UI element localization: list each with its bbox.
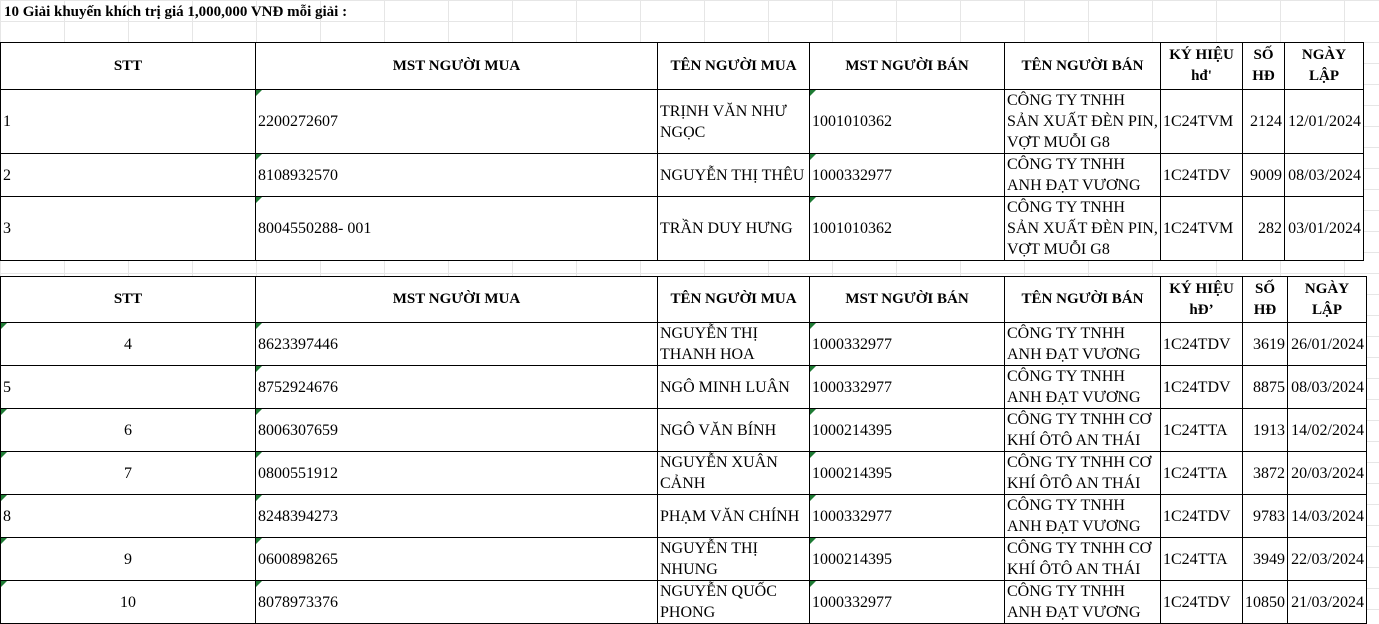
cell-mst-mua: 8623397446 <box>256 323 658 366</box>
cell-ky-hieu: 1C24TTA <box>1161 409 1243 452</box>
cell-stt: 7 <box>1 452 256 495</box>
table-row <box>1 323 1367 366</box>
col-header-ngay-lap: NGÀY LẬP <box>1285 43 1364 90</box>
cell-so-hd: 3949 <box>1243 538 1288 581</box>
cell-mst-ban: 1000214395 <box>810 538 1005 581</box>
cell-ngay-lap: 22/03/2024 <box>1288 538 1367 581</box>
cell-ten-ban: CÔNG TY TNHH ANH ĐẠT VƯƠNG <box>1005 495 1161 538</box>
col-header-so-hd: SỐ HĐ <box>1243 43 1285 90</box>
cell-ky-hieu: 1C24TDV <box>1161 154 1243 197</box>
cell-mst-ban: 1001010362 <box>810 197 1005 261</box>
cell-mst-ban: 1000332977 <box>810 323 1005 366</box>
cell-ten-ban: CÔNG TY TNHH ANH ĐẠT VƯƠNG <box>1005 581 1161 624</box>
cell-stt: 1 <box>1 90 256 154</box>
cell-ten-ban: CÔNG TY TNHH CƠ KHÍ ÔTÔ AN THÁI <box>1005 538 1161 581</box>
col-header-stt: STT <box>1 43 256 90</box>
cell-stt: 9 <box>1 538 256 581</box>
cell-ky-hieu: 1C24TTA <box>1161 538 1243 581</box>
col-header-mst-mua: MST NGƯỜI MUA <box>256 277 658 323</box>
cell-ky-hieu: 1C24TVM <box>1161 90 1243 154</box>
cell-mst-ban: 1000332977 <box>810 366 1005 409</box>
col-header-mst-ban: MST NGƯỜI BÁN <box>810 43 1005 90</box>
cell-so-hd: 2124 <box>1243 90 1285 154</box>
cell-ten-ban: CÔNG TY TNHH SẢN XUẤT ĐÈN PIN, VỢT MUỖI G8 <box>1005 90 1161 154</box>
cell-stt: 10 <box>1 581 256 624</box>
cell-ngay-lap: 08/03/2024 <box>1288 366 1367 409</box>
cell-ten-ban: CÔNG TY TNHH CƠ KHÍ ÔTÔ AN THÁI <box>1005 452 1161 495</box>
cell-ten-mua: NGUYỄN THỊ NHUNG <box>658 538 810 581</box>
col-header-so-hd: SỐ HĐ <box>1243 277 1288 323</box>
cell-mst-mua: 8752924676 <box>256 366 658 409</box>
table-row <box>1 452 1367 495</box>
cell-ten-mua: NGUYỄN QUỐC PHONG <box>658 581 810 624</box>
cell-so-hd: 3872 <box>1243 452 1288 495</box>
cell-ten-ban: CÔNG TY TNHH ANH ĐẠT VƯƠNG <box>1005 154 1161 197</box>
cell-stt: 3 <box>1 197 256 261</box>
table-row <box>1 366 1367 409</box>
cell-ngay-lap: 14/03/2024 <box>1288 495 1367 538</box>
col-header-stt: STT <box>1 277 256 323</box>
cell-so-hd: 9009 <box>1243 154 1285 197</box>
prize-title: 10 Giải khuyến khích trị giá 1,000,000 VNĐ mỗi giải : <box>4 4 348 20</box>
cell-so-hd: 3619 <box>1243 323 1288 366</box>
cell-stt: 4 <box>1 323 256 366</box>
cell-ten-mua: NGUYỄN XUÂN CẢNH <box>658 452 810 495</box>
cell-so-hd: 282 <box>1243 197 1285 261</box>
cell-mst-mua: 8248394273 <box>256 495 658 538</box>
cell-mst-ban: 1001010362 <box>810 90 1005 154</box>
table-row <box>1 409 1367 452</box>
cell-mst-ban: 1000332977 <box>810 154 1005 197</box>
cell-mst-ban: 1000332977 <box>810 495 1005 538</box>
cell-ngay-lap: 21/03/2024 <box>1288 581 1367 624</box>
cell-mst-mua: 8108932570 <box>256 154 658 197</box>
cell-ten-mua: NGÔ MINH LUÂN <box>658 366 810 409</box>
cell-mst-mua: 2200272607 <box>256 90 658 154</box>
cell-ngay-lap: 26/01/2024 <box>1288 323 1367 366</box>
winners-table-1 <box>0 42 1364 261</box>
cell-mst-mua: 8004550288- 001 <box>256 197 658 261</box>
cell-stt: 8 <box>1 495 256 538</box>
cell-so-hd: 8875 <box>1243 366 1288 409</box>
col-header-ten-mua: TÊN NGƯỜI MUA <box>658 277 810 323</box>
cell-ngay-lap: 14/02/2024 <box>1288 409 1367 452</box>
col-header-ten-mua: TÊN NGƯỜI MUA <box>658 43 810 90</box>
col-header-ngay-lap: NGÀY LẬP <box>1288 277 1367 323</box>
cell-ten-ban: CÔNG TY TNHH CƠ KHÍ ÔTÔ AN THÁI <box>1005 409 1161 452</box>
col-header-ky-hieu: KÝ HIỆU hĐ’ <box>1161 277 1243 323</box>
cell-ngay-lap: 03/01/2024 <box>1285 197 1364 261</box>
table-row <box>1 581 1367 624</box>
cell-mst-ban: 1000214395 <box>810 452 1005 495</box>
cell-ky-hieu: 1C24TVM <box>1161 197 1243 261</box>
header-row <box>1 277 1367 323</box>
cell-ten-mua: NGUYỄN THỊ THANH HOA <box>658 323 810 366</box>
cell-mst-mua: 0800551912 <box>256 452 658 495</box>
cell-ky-hieu: 1C24TDV <box>1161 366 1243 409</box>
cell-ngay-lap: 12/01/2024 <box>1285 90 1364 154</box>
cell-ky-hieu: 1C24TDV <box>1161 581 1243 624</box>
cell-mst-mua: 0600898265 <box>256 538 658 581</box>
cell-ten-mua: TRỊNH VĂN NHƯ NGỌC <box>658 90 810 154</box>
col-header-mst-mua: MST NGƯỜI MUA <box>256 43 658 90</box>
cell-so-hd: 10850 <box>1243 581 1288 624</box>
cell-mst-ban: 1000332977 <box>810 581 1005 624</box>
cell-stt: 5 <box>1 366 256 409</box>
table-row <box>1 197 1364 261</box>
table-row <box>1 495 1367 538</box>
cell-mst-mua: 8078973376 <box>256 581 658 624</box>
cell-so-hd: 1913 <box>1243 409 1288 452</box>
cell-ten-mua: PHẠM VĂN CHÍNH <box>658 495 810 538</box>
cell-ten-ban: CÔNG TY TNHH ANH ĐẠT VƯƠNG <box>1005 323 1161 366</box>
cell-ten-mua: TRẦN DUY HƯNG <box>658 197 810 261</box>
table-row <box>1 90 1364 154</box>
col-header-mst-ban: MST NGƯỜI BÁN <box>810 277 1005 323</box>
cell-stt: 2 <box>1 154 256 197</box>
cell-ngay-lap: 20/03/2024 <box>1288 452 1367 495</box>
header-row <box>1 43 1364 90</box>
col-header-ten-ban: TÊN NGƯỜI BÁN <box>1005 43 1161 90</box>
cell-ngay-lap: 08/03/2024 <box>1285 154 1364 197</box>
winners-table-2 <box>0 276 1367 624</box>
col-header-ten-ban: TÊN NGƯỜI BÁN <box>1005 277 1161 323</box>
cell-ky-hieu: 1C24TDV <box>1161 495 1243 538</box>
cell-ten-mua: NGUYỄN THỊ THÊU <box>658 154 810 197</box>
cell-stt: 6 <box>1 409 256 452</box>
cell-ten-ban: CÔNG TY TNHH SẢN XUẤT ĐÈN PIN, VỢT MUỖI G8 <box>1005 197 1161 261</box>
cell-mst-ban: 1000214395 <box>810 409 1005 452</box>
cell-ky-hieu: 1C24TTA <box>1161 452 1243 495</box>
cell-so-hd: 9783 <box>1243 495 1288 538</box>
table-row <box>1 154 1364 197</box>
cell-mst-mua: 8006307659 <box>256 409 658 452</box>
cell-ten-ban: CÔNG TY TNHH ANH ĐẠT VƯƠNG <box>1005 366 1161 409</box>
table-row <box>1 538 1367 581</box>
cell-ten-mua: NGÔ VĂN BÍNH <box>658 409 810 452</box>
cell-ky-hieu: 1C24TDV <box>1161 323 1243 366</box>
col-header-ky-hieu: KÝ HIỆU hđ' <box>1161 43 1243 90</box>
